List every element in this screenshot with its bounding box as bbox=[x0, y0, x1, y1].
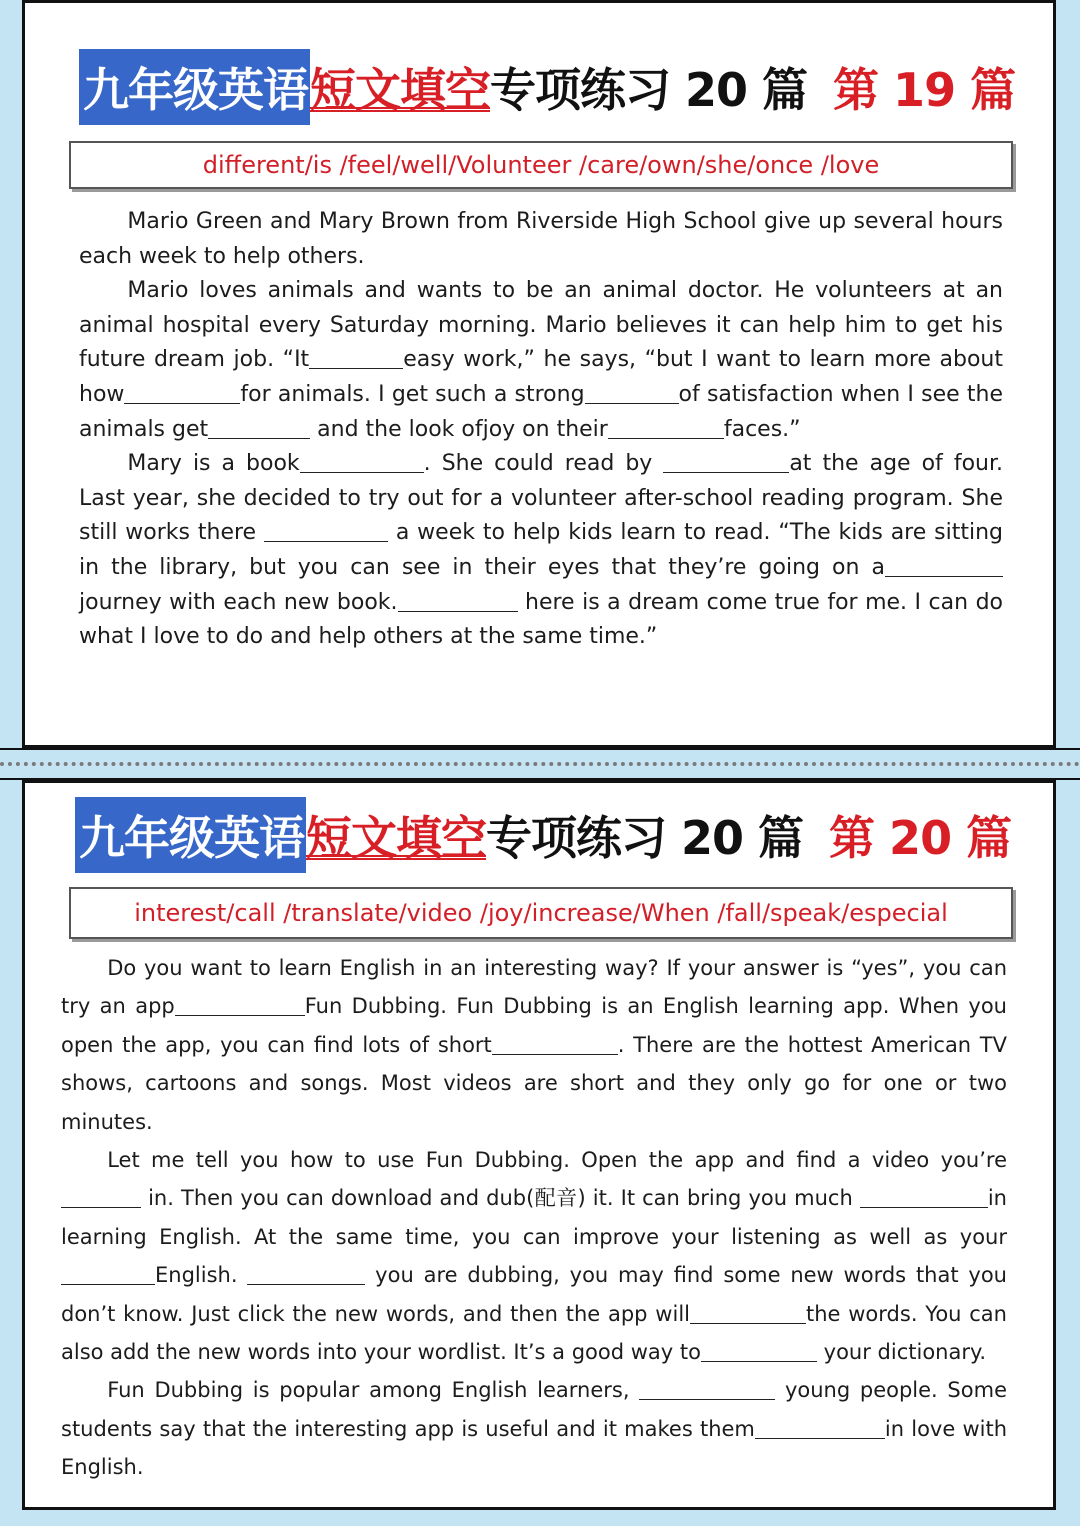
exercise-title bbox=[75, 801, 1011, 869]
paragraph: Let me tell you how to use Fun Dubbing. Open the app and find a video you’re in. Then you can download and dub(配音) it. It can bring you much in learning English. At the same time, you can improve your listening as well as yourEnglish. you are dubbing, you may find some new words that you don’t know. Just click the new words, and then the app will the words. You can also add the new words into your wordlist. It’s a good way to your dictionary. bbox=[61, 1148, 1007, 1365]
dotted-separator bbox=[0, 762, 1080, 766]
answer-blank[interactable] bbox=[309, 346, 403, 369]
answer-blank[interactable] bbox=[247, 1263, 365, 1285]
word-bank: interest/call /translate/video /joy/increase/When /fall/speak/especial bbox=[69, 887, 1013, 939]
answer-blank[interactable] bbox=[608, 416, 724, 439]
title-series: 专项练习 20 篇 bbox=[486, 811, 804, 865]
paragraph: Fun Dubbing is popular among English learners, young people. Some students say that the interesting app is useful and it makes them in love with English. bbox=[61, 1378, 1008, 1480]
title-series: 专项练习 20 篇 bbox=[490, 63, 808, 117]
answer-blank[interactable] bbox=[663, 450, 789, 473]
title-number: 第 19 篇 bbox=[833, 63, 1016, 117]
answer-blank[interactable] bbox=[492, 1033, 618, 1055]
title-grade-subject: 九年级英语 bbox=[79, 49, 310, 125]
answer-blank[interactable] bbox=[124, 381, 240, 404]
answer-blank[interactable] bbox=[61, 1186, 141, 1208]
answer-blank[interactable] bbox=[300, 450, 424, 473]
answer-blank[interactable] bbox=[885, 554, 1003, 577]
exercise-sheet-19 bbox=[22, 0, 1056, 748]
passage bbox=[79, 205, 1003, 655]
answer-blank[interactable] bbox=[398, 589, 518, 612]
word-bank: different/is /feel/well/Volunteer /care/own/she/once /love bbox=[69, 141, 1013, 189]
divider-line bbox=[0, 748, 1080, 750]
answer-blank[interactable] bbox=[755, 1417, 885, 1439]
passage bbox=[61, 949, 1007, 1487]
paragraph: Mario Green and Mary Brown from Riverside High School give up several hours each week to help others. bbox=[79, 209, 1003, 269]
exercise-title bbox=[79, 53, 1015, 121]
title-exercise-type: 短文填空 bbox=[310, 63, 490, 117]
answer-blank[interactable] bbox=[264, 519, 388, 542]
answer-blank[interactable] bbox=[860, 1186, 988, 1208]
title-number: 第 20 篇 bbox=[829, 811, 1012, 865]
answer-blank[interactable] bbox=[690, 1302, 806, 1324]
title-exercise-type: 短文填空 bbox=[306, 811, 486, 865]
paragraph: Do you want to learn English in an interesting way? If your answer is “yes”, you can try an app Fun Dubbing. Fun Dubbing is an English learning app. When you open the app, you can find lots of short . There are the hottest American TV shows, cartoons and songs. Most videos are short and they only go for one or two minutes. bbox=[61, 956, 1007, 1134]
paragraph: Mary is a book . She could read by at the age of four. Last year, she decided to try out for a volunteer after-school reading program. She still works there a week to help kids learn to read. “The kids are sitting in the library, but you can see in their eyes that they’re going on ajourney with each new book. here is a dream come true for me. I can do what I love to do and help others at the same time.” bbox=[79, 451, 1003, 650]
answer-blank[interactable] bbox=[585, 381, 679, 404]
title-grade-subject: 九年级英语 bbox=[75, 797, 306, 873]
answer-blank[interactable] bbox=[208, 416, 310, 439]
exercise-sheet-20 bbox=[22, 780, 1056, 1510]
answer-blank[interactable] bbox=[701, 1340, 817, 1362]
answer-blank[interactable] bbox=[61, 1263, 155, 1285]
paragraph: Mario loves animals and wants to be an animal doctor. He volunteers at an animal hospital every Saturday morning. Mario believes it can help him to get his future dream job. “It easy work,” he says, “but I want to learn more about how for animals. I get such a strong of satisfaction when I see the animals get and the look ofjoy on their faces.” bbox=[79, 278, 1003, 442]
answer-blank[interactable] bbox=[175, 994, 305, 1016]
answer-blank[interactable] bbox=[639, 1378, 775, 1400]
